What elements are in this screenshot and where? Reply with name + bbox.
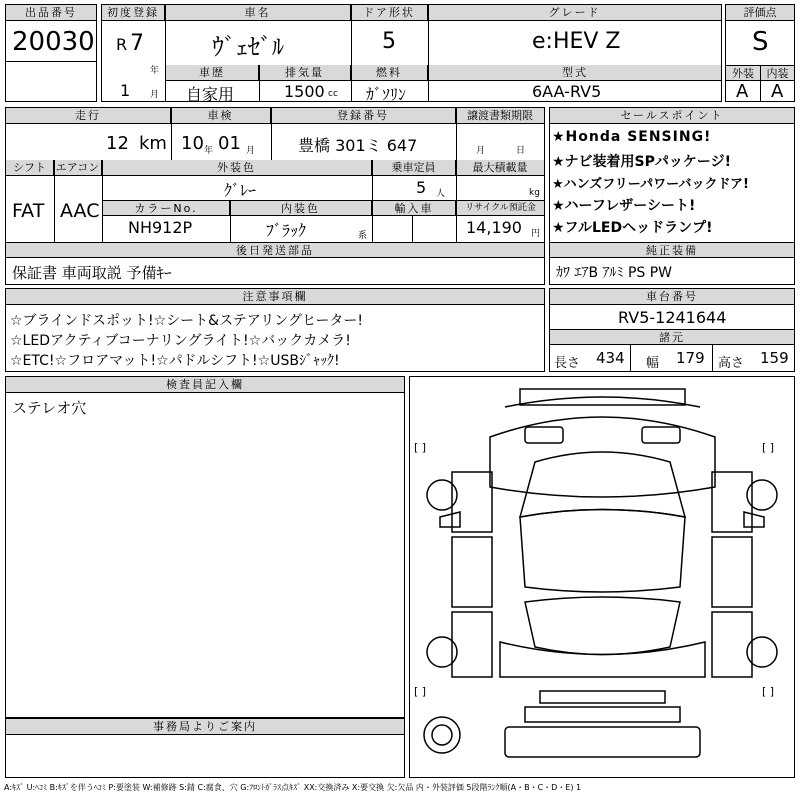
fuel: ｶﾞｿﾘﾝ	[366, 85, 407, 104]
model-header: 型式	[429, 65, 721, 81]
score-header: 評価点	[726, 5, 794, 21]
exterior-grade-header: 外装	[726, 66, 760, 81]
recycle-unit: 円	[531, 229, 541, 239]
office-header: 事務局よりご案内	[6, 719, 404, 735]
width: 179	[676, 349, 705, 367]
exterior-color-header: 外装色	[102, 160, 372, 176]
color-no: NH912P	[128, 218, 193, 237]
note-line-1: ☆ブラインドスポット!☆シート&ステアリングヒーター!	[10, 313, 364, 329]
exterior-grade: A	[736, 81, 749, 102]
inspection-month-unit: 月	[246, 146, 256, 156]
shift-header: シフト	[6, 160, 54, 176]
model: 6AA-RV5	[532, 82, 602, 101]
height: 159	[760, 349, 789, 367]
lot-number: 20030	[12, 27, 95, 57]
inspector-note: ステレオ穴	[12, 399, 87, 417]
displacement-unit: cc	[328, 89, 338, 99]
exterior-color: ｸﾞﾚｰ	[224, 181, 257, 200]
genuine: ｶﾜ ｴｱB ｱﾙﾐ PS PW	[556, 265, 673, 281]
genuine-header: 純正装備	[550, 243, 794, 258]
car-name: ｳﾞｪｾﾞﾙ	[212, 33, 284, 61]
capacity-unit: 人	[436, 189, 446, 199]
selling-point-4: ★ハーフレザーシート!	[552, 198, 696, 214]
color-no-header: カラーNo.	[103, 201, 230, 216]
interior-color-unit: 系	[358, 231, 368, 241]
capacity: 5	[416, 178, 427, 197]
interior-color-header: 内装色	[230, 201, 372, 216]
specs-header: 諸元	[550, 330, 794, 345]
capacity-header: 乗車定員	[372, 160, 456, 176]
chassis-header: 車台番号	[550, 289, 794, 305]
first-reg-header: 初度登録	[102, 5, 165, 21]
transfer-month-unit: 月	[476, 146, 486, 156]
history-header: 車歴	[166, 65, 259, 81]
shift: FAT	[12, 200, 45, 222]
interior-grade-header: 内装	[761, 66, 794, 81]
height-label: 高さ	[718, 356, 745, 371]
recycle: 14,190	[466, 218, 522, 237]
car-name-header: 車名	[165, 5, 351, 21]
aircon: AAC	[60, 200, 100, 222]
diagram-mark-br: [ ]	[762, 685, 775, 698]
inspection-month: 01	[218, 133, 241, 154]
note-line-2: ☆LEDアクティブコーナリングライト!☆バックカメラ!	[10, 333, 351, 349]
details-box	[5, 107, 545, 285]
load-unit: kg	[529, 188, 540, 198]
max-load-header: 最大積載量	[456, 160, 544, 176]
recycle-header: リサイクル預託金	[457, 201, 544, 216]
diagram-mark-tr: [ ]	[762, 441, 775, 454]
displacement: 1500	[284, 82, 325, 101]
selling-point-1: ★Honda SENSING!	[552, 129, 712, 145]
mileage: 12	[106, 133, 129, 154]
length: 434	[596, 349, 625, 367]
inspection-year: 10	[181, 133, 204, 154]
inspection-header: 車検	[171, 108, 271, 124]
lot-number-header: 出品番号	[6, 5, 96, 21]
selling-point-3: ★ハンズフリーパワーバックドア!	[552, 177, 749, 192]
office-box	[5, 718, 405, 778]
score-box	[725, 4, 795, 102]
later-parts-header: 後日発送部品	[6, 243, 544, 258]
grade: e:HEV Z	[532, 29, 621, 54]
first-reg-month-unit: 月	[150, 90, 160, 100]
chassis-box	[549, 288, 795, 372]
selling-point-5: ★フルLEDヘッドランプ!	[552, 220, 713, 236]
lot-number-box	[5, 4, 97, 102]
selling-points-header: セールスポイント	[550, 108, 794, 124]
first-reg-month: 1	[120, 81, 131, 100]
inspector-header: 検査員記入欄	[6, 377, 404, 393]
fuel-header: 燃料	[351, 65, 428, 81]
notes-box	[5, 288, 545, 372]
width-label: 幅	[646, 356, 660, 371]
registration-header: 登録番号	[271, 108, 456, 124]
diagram-mark-bl: [ ]	[414, 685, 427, 698]
interior-grade: A	[771, 81, 784, 102]
grade-header: グレード	[428, 5, 721, 21]
import-header: 輸入車	[373, 201, 456, 216]
diagram-mark-tl: [ ]	[414, 441, 427, 454]
first-reg-year-unit: 年	[150, 66, 160, 76]
transfer-header: 譲渡書類期限	[456, 108, 544, 124]
mileage-header: 走行	[6, 108, 171, 124]
first-reg-era: R	[116, 35, 128, 54]
registration: 豊橋 301ミ 647	[298, 136, 418, 155]
interior-color: ﾌﾞﾗｯｸ	[266, 221, 307, 240]
chassis: RV5-1241644	[618, 308, 727, 327]
history: 自家用	[186, 85, 235, 104]
score: S	[752, 27, 769, 57]
inspection-year-unit: 年	[204, 146, 214, 156]
top-info-box	[101, 4, 722, 102]
car-diagram	[409, 376, 795, 778]
mileage-unit: km	[139, 133, 167, 154]
selling-point-2: ★ナビ装着用SPパッケージ!	[552, 154, 731, 170]
later-parts: 保証書 車両取説 予備ｷｰ	[12, 264, 172, 282]
doors-header: ドア形状	[351, 5, 428, 21]
aircon-header: エアコン	[54, 160, 102, 176]
car-diagram-svg	[410, 377, 794, 777]
doors: 5	[382, 29, 396, 54]
notes-header: 注意事項欄	[6, 289, 544, 305]
transfer-day-unit: 日	[516, 146, 526, 156]
displacement-header: 排気量	[259, 65, 351, 81]
legend: A:ｷｽﾞ U:ﾍｺﾐ B:ｷｽﾞを伴うﾍｺﾐ P:要塗装 W:補修跡 S:錆 C:腐食、穴 G:ﾌﾛﾝﾄｶﾞﾗｽ点ｷｽﾞ XX:交換済み X:要交換 欠:欠品 内・外装評価 5段階ﾗﾝｸ順(A・B・C・D・E) 1	[4, 783, 582, 792]
length-label: 長さ	[554, 356, 581, 371]
selling-points-box	[549, 107, 795, 285]
inspector-box	[5, 376, 405, 718]
note-line-3: ☆ETC!☆フロアマット!☆パドルシフト!☆USBｼﾞｬｯｸ!	[10, 353, 340, 369]
first-reg-year: 7	[130, 31, 144, 56]
